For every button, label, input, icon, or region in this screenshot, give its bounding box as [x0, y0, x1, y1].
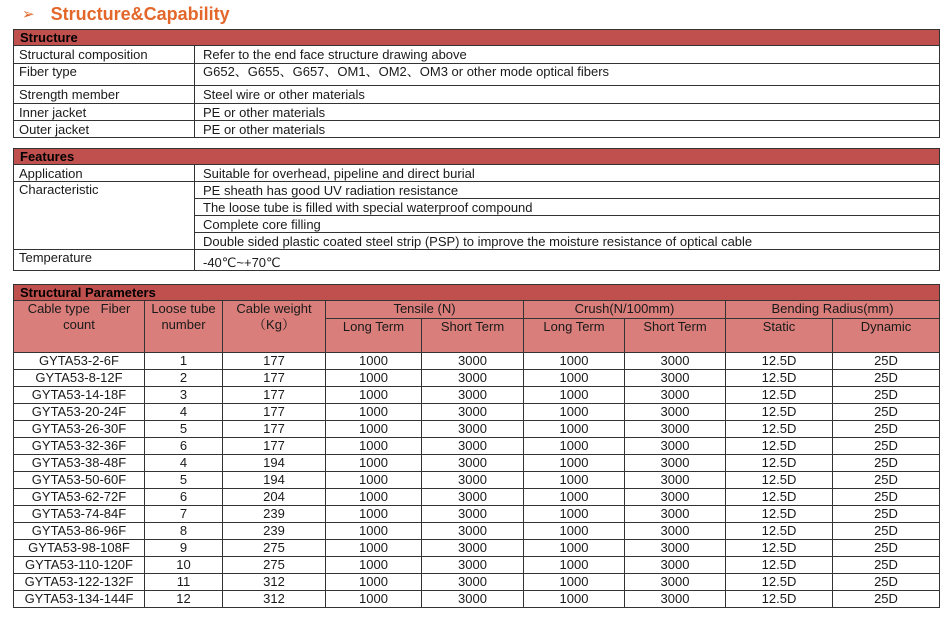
structure-value: Refer to the end face structure drawing above: [195, 46, 940, 64]
structure-label: Inner jacket: [14, 104, 195, 121]
cell-cable-weight: 275: [223, 557, 326, 574]
cell-cable-type: GYTA53-32-36F: [14, 438, 145, 455]
cell-bending-static: 12.5D: [726, 557, 833, 574]
cell-bending-dynamic: 25D: [833, 370, 940, 387]
characteristic-item: Double sided plastic coated steel strip (PSP) to improve the moisture resistance of optical cable: [195, 233, 940, 250]
sub-static: Static: [726, 319, 833, 353]
section-title-text: Structure&Capability: [50, 3, 230, 24]
table-row: [14, 472, 940, 489]
sub-crush-short: Short Term: [625, 319, 726, 353]
sub-crush-long: Long Term: [524, 319, 625, 353]
cell-crush-long: 1000: [524, 591, 625, 608]
cell-loose-tube: 8: [145, 523, 223, 540]
cell-crush-long: 1000: [524, 353, 625, 370]
table-row: [14, 455, 940, 472]
cell-tensile-short: 3000: [422, 387, 524, 404]
cell-cable-type: GYTA53-2-6F: [14, 353, 145, 370]
cell-loose-tube: 4: [145, 455, 223, 472]
characteristic-label: Characteristic: [14, 182, 195, 250]
parameters-body: [14, 353, 940, 608]
table-row: [14, 591, 940, 608]
cell-crush-long: 1000: [524, 438, 625, 455]
cell-loose-tube: 5: [145, 472, 223, 489]
cell-crush-short: 3000: [625, 472, 726, 489]
col-crush: Crush(N/100mm): [524, 301, 726, 319]
cell-bending-static: 12.5D: [726, 591, 833, 608]
cell-cable-weight: 194: [223, 472, 326, 489]
structure-label: Outer jacket: [14, 121, 195, 138]
cell-bending-static: 12.5D: [726, 523, 833, 540]
cell-bending-static: 12.5D: [726, 472, 833, 489]
cell-bending-static: 12.5D: [726, 438, 833, 455]
cell-tensile-short: 3000: [422, 455, 524, 472]
characteristic-item: PE sheath has good UV radiation resistance: [195, 182, 940, 199]
cell-loose-tube: 2: [145, 370, 223, 387]
sub-tensile-long: Long Term: [326, 319, 422, 353]
cell-cable-weight: 239: [223, 506, 326, 523]
cell-cable-type: GYTA53-50-60F: [14, 472, 145, 489]
parameters-table: [13, 284, 940, 608]
cell-bending-static: 12.5D: [726, 370, 833, 387]
cell-bending-dynamic: 25D: [833, 591, 940, 608]
cell-loose-tube: 10: [145, 557, 223, 574]
cell-tensile-long: 1000: [326, 489, 422, 506]
table-row: [14, 540, 940, 557]
structure-value: Steel wire or other materials: [195, 86, 940, 104]
table-row: [14, 506, 940, 523]
structure-row: [14, 46, 940, 64]
cell-cable-type: GYTA53-38-48F: [14, 455, 145, 472]
table-row: [14, 523, 940, 540]
cell-cable-type: GYTA53-134-144F: [14, 591, 145, 608]
cell-tensile-short: 3000: [422, 540, 524, 557]
cell-cable-type: GYTA53-110-120F: [14, 557, 145, 574]
cell-crush-long: 1000: [524, 506, 625, 523]
table-row: [14, 438, 940, 455]
structure-value: G652、G655、G657、OM1、OM2、OM3 or other mode optical fibers: [195, 64, 940, 86]
cell-tensile-long: 1000: [326, 387, 422, 404]
features-header: Features: [14, 149, 940, 165]
cell-cable-weight: 177: [223, 353, 326, 370]
cell-crush-long: 1000: [524, 574, 625, 591]
cell-crush-short: 3000: [625, 421, 726, 438]
cell-crush-short: 3000: [625, 353, 726, 370]
cell-bending-dynamic: 25D: [833, 523, 940, 540]
cell-tensile-long: 1000: [326, 540, 422, 557]
cell-tensile-long: 1000: [326, 404, 422, 421]
table-row: [14, 404, 940, 421]
col-cable-type: Cable type Fiber count: [14, 301, 145, 353]
structure-value: PE or other materials: [195, 104, 940, 121]
cell-cable-weight: 177: [223, 438, 326, 455]
cell-crush-long: 1000: [524, 421, 625, 438]
cell-crush-long: 1000: [524, 387, 625, 404]
cell-bending-dynamic: 25D: [833, 421, 940, 438]
cell-bending-dynamic: 25D: [833, 489, 940, 506]
col-loose-tube: Loose tube number: [145, 301, 223, 353]
cell-bending-static: 12.5D: [726, 489, 833, 506]
arrow-icon: ➢: [22, 6, 35, 23]
cell-tensile-short: 3000: [422, 489, 524, 506]
cell-cable-type: GYTA53-122-132F: [14, 574, 145, 591]
cell-bending-dynamic: 25D: [833, 574, 940, 591]
cell-crush-short: 3000: [625, 455, 726, 472]
cell-tensile-short: 3000: [422, 472, 524, 489]
cell-crush-long: 1000: [524, 540, 625, 557]
structure-value: PE or other materials: [195, 121, 940, 138]
cell-bending-static: 12.5D: [726, 421, 833, 438]
cell-crush-long: 1000: [524, 489, 625, 506]
cell-loose-tube: 3: [145, 387, 223, 404]
cell-tensile-short: 3000: [422, 591, 524, 608]
structure-row: [14, 121, 940, 138]
cell-tensile-long: 1000: [326, 574, 422, 591]
cell-bending-static: 12.5D: [726, 506, 833, 523]
cell-crush-short: 3000: [625, 506, 726, 523]
cell-bending-dynamic: 25D: [833, 540, 940, 557]
cell-tensile-short: 3000: [422, 404, 524, 421]
cell-cable-weight: 177: [223, 421, 326, 438]
cell-cable-type: GYTA53-26-30F: [14, 421, 145, 438]
cell-crush-long: 1000: [524, 455, 625, 472]
table-row: [14, 574, 940, 591]
cell-cable-type: GYTA53-8-12F: [14, 370, 145, 387]
cell-crush-short: 3000: [625, 370, 726, 387]
cell-cable-type: GYTA53-14-18F: [14, 387, 145, 404]
cell-tensile-long: 1000: [326, 370, 422, 387]
cell-cable-type: GYTA53-74-84F: [14, 506, 145, 523]
cell-bending-dynamic: 25D: [833, 404, 940, 421]
cell-loose-tube: 7: [145, 506, 223, 523]
cell-crush-long: 1000: [524, 523, 625, 540]
cell-loose-tube: 4: [145, 404, 223, 421]
cell-cable-weight: 177: [223, 404, 326, 421]
cell-loose-tube: 5: [145, 421, 223, 438]
cell-cable-type: GYTA53-20-24F: [14, 404, 145, 421]
cell-bending-dynamic: 25D: [833, 438, 940, 455]
cell-tensile-long: 1000: [326, 438, 422, 455]
cell-bending-dynamic: 25D: [833, 455, 940, 472]
structure-label: Fiber type: [14, 64, 195, 86]
cell-cable-weight: 312: [223, 591, 326, 608]
cell-bending-dynamic: 25D: [833, 557, 940, 574]
sub-tensile-short: Short Term: [422, 319, 524, 353]
structure-label: Strength member: [14, 86, 195, 104]
cell-bending-dynamic: 25D: [833, 506, 940, 523]
table-row: [14, 421, 940, 438]
cell-cable-weight: 177: [223, 370, 326, 387]
table-row: [14, 557, 940, 574]
cell-loose-tube: 12: [145, 591, 223, 608]
cell-cable-type: GYTA53-86-96F: [14, 523, 145, 540]
cell-cable-type: GYTA53-98-108F: [14, 540, 145, 557]
structure-label: Structural composition: [14, 46, 195, 64]
cell-cable-type: GYTA53-62-72F: [14, 489, 145, 506]
col-cable-weight: Cable weight （Kg）: [223, 301, 326, 353]
cell-crush-short: 3000: [625, 574, 726, 591]
parameters-header: Structural Parameters: [14, 285, 940, 301]
section-title: [22, 2, 230, 26]
cell-cable-weight: 194: [223, 455, 326, 472]
characteristic-item: Complete core filling: [195, 216, 940, 233]
cell-cable-weight: 177: [223, 387, 326, 404]
cell-crush-short: 3000: [625, 540, 726, 557]
temperature-value: -40℃~+70℃: [195, 250, 940, 271]
cell-crush-short: 3000: [625, 387, 726, 404]
cell-crush-short: 3000: [625, 557, 726, 574]
cell-tensile-long: 1000: [326, 421, 422, 438]
cell-cable-weight: 312: [223, 574, 326, 591]
cell-bending-static: 12.5D: [726, 540, 833, 557]
characteristic-item: The loose tube is filled with special waterproof compound: [195, 199, 940, 216]
cell-tensile-short: 3000: [422, 574, 524, 591]
table-row: [14, 353, 940, 370]
cell-bending-static: 12.5D: [726, 387, 833, 404]
structure-header: Structure: [14, 30, 940, 46]
cell-tensile-short: 3000: [422, 523, 524, 540]
cell-tensile-short: 3000: [422, 353, 524, 370]
cell-tensile-long: 1000: [326, 472, 422, 489]
cell-bending-dynamic: 25D: [833, 387, 940, 404]
cell-crush-short: 3000: [625, 489, 726, 506]
cell-loose-tube: 6: [145, 438, 223, 455]
cell-cable-weight: 275: [223, 540, 326, 557]
cell-tensile-long: 1000: [326, 353, 422, 370]
cell-tensile-long: 1000: [326, 557, 422, 574]
table-row: [14, 387, 940, 404]
cell-loose-tube: 1: [145, 353, 223, 370]
cell-tensile-long: 1000: [326, 523, 422, 540]
cell-bending-dynamic: 25D: [833, 353, 940, 370]
cell-loose-tube: 11: [145, 574, 223, 591]
cell-crush-long: 1000: [524, 472, 625, 489]
structure-row: [14, 86, 940, 104]
cell-crush-long: 1000: [524, 370, 625, 387]
cell-tensile-short: 3000: [422, 370, 524, 387]
cell-crush-long: 1000: [524, 557, 625, 574]
col-tensile: Tensile (N): [326, 301, 524, 319]
cell-tensile-short: 3000: [422, 438, 524, 455]
cell-bending-static: 12.5D: [726, 574, 833, 591]
structure-row: [14, 104, 940, 121]
cell-crush-short: 3000: [625, 523, 726, 540]
cell-tensile-long: 1000: [326, 506, 422, 523]
cell-crush-long: 1000: [524, 404, 625, 421]
cell-loose-tube: 6: [145, 489, 223, 506]
cell-tensile-short: 3000: [422, 557, 524, 574]
application-label: Application: [14, 165, 195, 182]
cell-tensile-short: 3000: [422, 506, 524, 523]
features-table: [13, 148, 940, 271]
cell-bending-static: 12.5D: [726, 353, 833, 370]
cell-cable-weight: 239: [223, 523, 326, 540]
application-value: Suitable for overhead, pipeline and direct burial: [195, 165, 940, 182]
cell-tensile-long: 1000: [326, 591, 422, 608]
cell-loose-tube: 9: [145, 540, 223, 557]
cell-bending-static: 12.5D: [726, 455, 833, 472]
table-row: [14, 370, 940, 387]
table-row: [14, 489, 940, 506]
sub-dynamic: Dynamic: [833, 319, 940, 353]
cell-crush-short: 3000: [625, 591, 726, 608]
col-bending: Bending Radius(mm): [726, 301, 940, 319]
cell-bending-dynamic: 25D: [833, 472, 940, 489]
cell-cable-weight: 204: [223, 489, 326, 506]
structure-row: [14, 64, 940, 86]
cell-tensile-long: 1000: [326, 455, 422, 472]
cell-crush-short: 3000: [625, 404, 726, 421]
structure-table: [13, 29, 940, 138]
temperature-label: Temperature: [14, 250, 195, 271]
cell-tensile-short: 3000: [422, 421, 524, 438]
cell-bending-static: 12.5D: [726, 404, 833, 421]
cell-crush-short: 3000: [625, 438, 726, 455]
